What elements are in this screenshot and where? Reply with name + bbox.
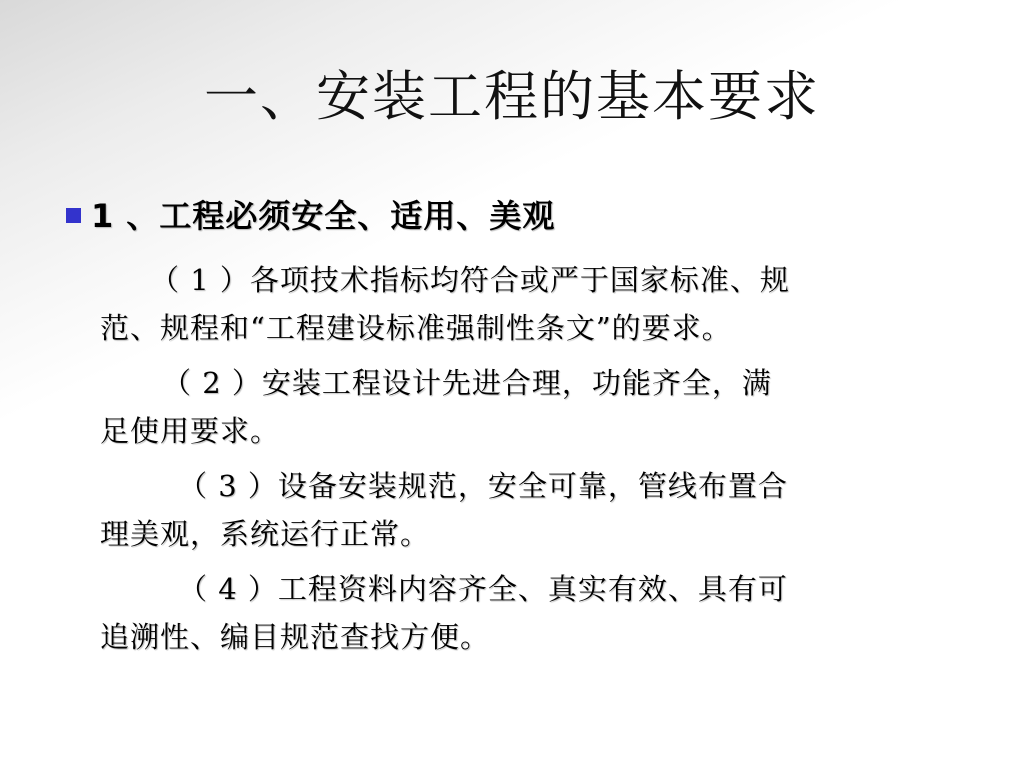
paragraph-2 [100,359,772,455]
paragraph-line: （ 2 ）安装工程设计先进合理，功能齐全，满 [162,366,772,400]
bullet-item [66,190,555,238]
paragraph-line: 追溯性、编目规范查找方便。 [100,620,491,654]
bullet-square-icon [66,208,81,223]
paragraph-3 [100,462,788,558]
slide-title: 一、安装工程的基本要求 [204,65,820,128]
paragraph-line: 足使用要求。 [100,414,281,448]
bullet-text: 1 、工程必须安全、适用、美观 [91,197,556,235]
paragraph-line: （ 1 ）各项技术指标均符合或严于国家标准、规 [150,263,790,297]
paragraph-line: 理美观，系统运行正常。 [100,517,431,551]
paragraph-line: 范、规程和“工程建设标准强制性条文”的要求。 [100,311,732,345]
paragraph-line: （ 4 ）工程资料内容齐全、真实有效、具有可 [178,572,788,606]
paragraph-4 [100,565,788,661]
paragraph-1 [100,256,790,352]
paragraph-line: （ 3 ）设备安装规范，安全可靠，管线布置合 [178,469,788,503]
